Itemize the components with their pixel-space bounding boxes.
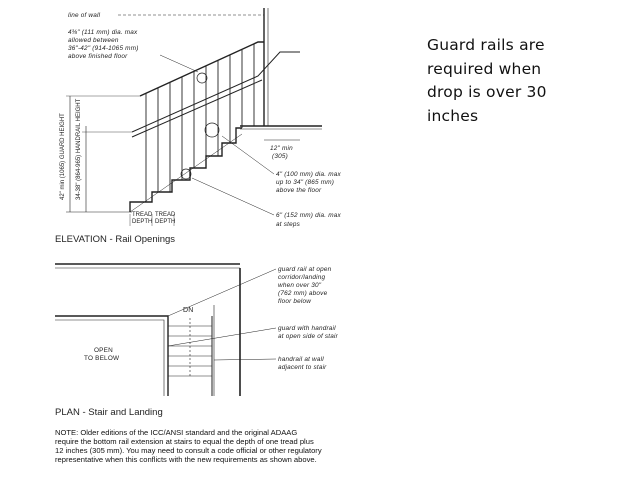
code-note [55, 428, 322, 464]
tread-depth-labels [132, 212, 176, 225]
twelve-min-label: 12" min [270, 145, 293, 152]
handrail-wall-note [278, 356, 327, 371]
svg-text:handrail at wall: handrail at wall [278, 356, 324, 363]
six-inch-note [276, 212, 341, 228]
svg-text:36"-42" (914-1065 mm): 36"-42" (914-1065 mm) [68, 45, 139, 52]
svg-text:adjacent to stair: adjacent to stair [278, 364, 327, 371]
svg-text:at steps: at steps [276, 221, 300, 228]
svg-text:above the floor: above the floor [276, 187, 322, 194]
dn-label: DN [183, 307, 194, 314]
open-to-below-label [84, 347, 120, 362]
svg-text:NOTE: Older editions of the IC: NOTE: Older editions of the ICC/ANSI standard and the original ADAAG [55, 428, 298, 437]
svg-text:(762 mm) above: (762 mm) above [278, 290, 328, 297]
guard-handrail-note [278, 325, 339, 340]
rail-opening-note [68, 29, 139, 60]
svg-text:12 inches (305 mm). You may ne: 12 inches (305 mm). You may need to consult a code official or other regulatory [55, 446, 322, 455]
svg-text:guard rail at open: guard rail at open [278, 266, 332, 273]
svg-text:at open side of stair: at open side of stair [278, 333, 338, 340]
handrail-height-label: 34-38" (864-965) HANDRAIL HEIGHT [76, 98, 82, 200]
svg-text:TREAD: TREAD [132, 212, 153, 218]
guard-height-label: 42" min (1065) GUARD HEIGHT [60, 113, 66, 200]
svg-text:allowed between: allowed between [68, 37, 119, 44]
svg-text:4" (100 mm) dia. max: 4" (100 mm) dia. max [276, 171, 341, 178]
callout-line: drop is over 30 [427, 83, 547, 101]
four-inch-note [276, 171, 341, 194]
stair-profile [130, 128, 242, 212]
svg-text:DEPTH: DEPTH [155, 219, 176, 225]
svg-text:above finished floor: above finished floor [68, 53, 128, 60]
plan-title: PLAN - Stair and Landing [55, 407, 163, 418]
line-of-wall-label: line of wall [68, 12, 101, 19]
callout-line: Guard rails are [427, 36, 545, 54]
svg-text:6" (152 mm) dia. max: 6" (152 mm) dia. max [276, 212, 341, 219]
balusters [146, 44, 254, 202]
opening-leader [160, 55, 198, 72]
svg-text:guard with handrail: guard with handrail [278, 325, 336, 332]
svg-text:require the bottom rail extens: require the bottom rail extension at stairs to equal the depth of one tread plus [55, 437, 314, 446]
svg-text:TO BELOW: TO BELOW [84, 355, 120, 362]
svg-text:when over 30": when over 30" [278, 282, 322, 289]
guard-top-rail [140, 42, 264, 96]
svg-text:OPEN: OPEN [94, 347, 113, 354]
svg-text:TREAD: TREAD [155, 212, 176, 218]
guard-rail-callout [427, 34, 627, 128]
elevation-title: ELEVATION - Rail Openings [55, 234, 176, 245]
svg-text:4⅜" (111 mm) dia. max: 4⅜" (111 mm) dia. max [68, 29, 138, 36]
svg-text:DEPTH: DEPTH [132, 219, 153, 225]
callout-line: inches [427, 106, 479, 125]
svg-text:corridor/landing: corridor/landing [278, 274, 326, 281]
svg-text:representative when this confl: representative when this conflicts with the new requirements as shown above. [55, 455, 317, 464]
callout-line: required when [427, 59, 542, 78]
guard-rail-note [278, 266, 332, 305]
sphere-4 [205, 123, 219, 137]
svg-text:(305): (305) [272, 153, 288, 160]
sphere-4-3-8 [197, 73, 207, 83]
svg-text:floor below: floor below [278, 298, 312, 305]
svg-text:up to 34" (865 mm): up to 34" (865 mm) [276, 179, 335, 186]
